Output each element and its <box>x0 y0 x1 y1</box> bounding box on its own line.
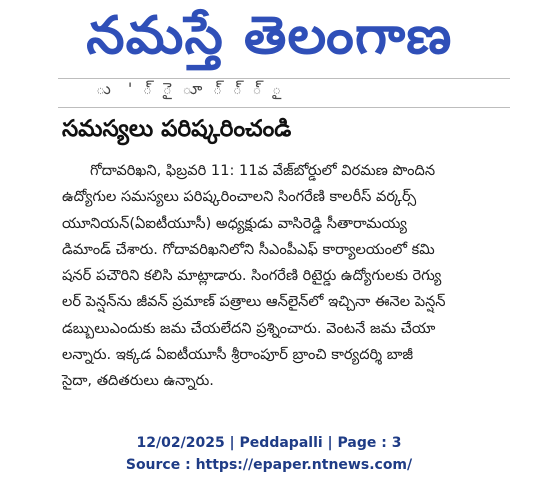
article-line: డబ్బులుఎందుకు జమ చేయలేదని ప్రశ్నించారు. వెంటనే జమ చేయా <box>62 319 436 337</box>
article-line: ఉద్యోగుల సమస్యలు పరిష్కరించాలని సింగరేణి కాలరీస్ వర్కర్స్ <box>62 188 417 206</box>
newspaper-masthead <box>0 0 538 76</box>
publication-meta: 12/02/2025 | Peddapalli | Page : 3 <box>136 435 402 451</box>
article-line: సైదా, తదితరులు ఉన్నారు. <box>62 372 214 390</box>
masthead-title: నమస్తే తెలంగాణ <box>85 6 453 66</box>
article-body <box>62 158 520 395</box>
article-line: గోదావరిఖని, ఫిబ్రవరి 11: 11వ వేజ్‌బోర్డులో విరమణ పొందిన <box>90 162 436 179</box>
clipping-top-rule <box>58 107 510 108</box>
article-line: లన్నారు. ఇక్కడ ఏఐటీయూసీ శ్రీరాంపూర్ బ్రాంచి కార్యదర్శి బాజీ <box>62 346 414 364</box>
article-line: లర్ పెన్షన్‌ను జీవన్ ప్రమాణ్ పత్రాలు ఆన్‌లైన్‌లో ఇచ్చినా ఈనెల పెన్షన్ <box>62 293 446 311</box>
article-line: షనర్ పచౌరిని కలిసి మాట్లాడారు. సింగరేణి రిటైర్డు ఉద్యోగులకు రెగ్యు <box>62 267 442 285</box>
source-link[interactable]: Source : https://epaper.ntnews.com/ <box>125 457 413 473</box>
article-line: యూనియన్(ఏఐటీయూసీ) అధ్యక్షుడు వాసిరెడ్డి సీతారామయ్య <box>62 214 407 232</box>
article-line: డిమాండ్ చేశారు. గోదావరిఖనిలోని సీఎంపీఎఫ్ కార్యాలయంలో కమి <box>62 240 435 258</box>
clipped-previous-line: ు ' ్ ై ూ ్ ్ ్ ౖ <box>96 79 288 98</box>
article-headline: సమస్యలు పరిష్కరించండి <box>62 116 292 142</box>
clipping-footer <box>0 432 538 476</box>
